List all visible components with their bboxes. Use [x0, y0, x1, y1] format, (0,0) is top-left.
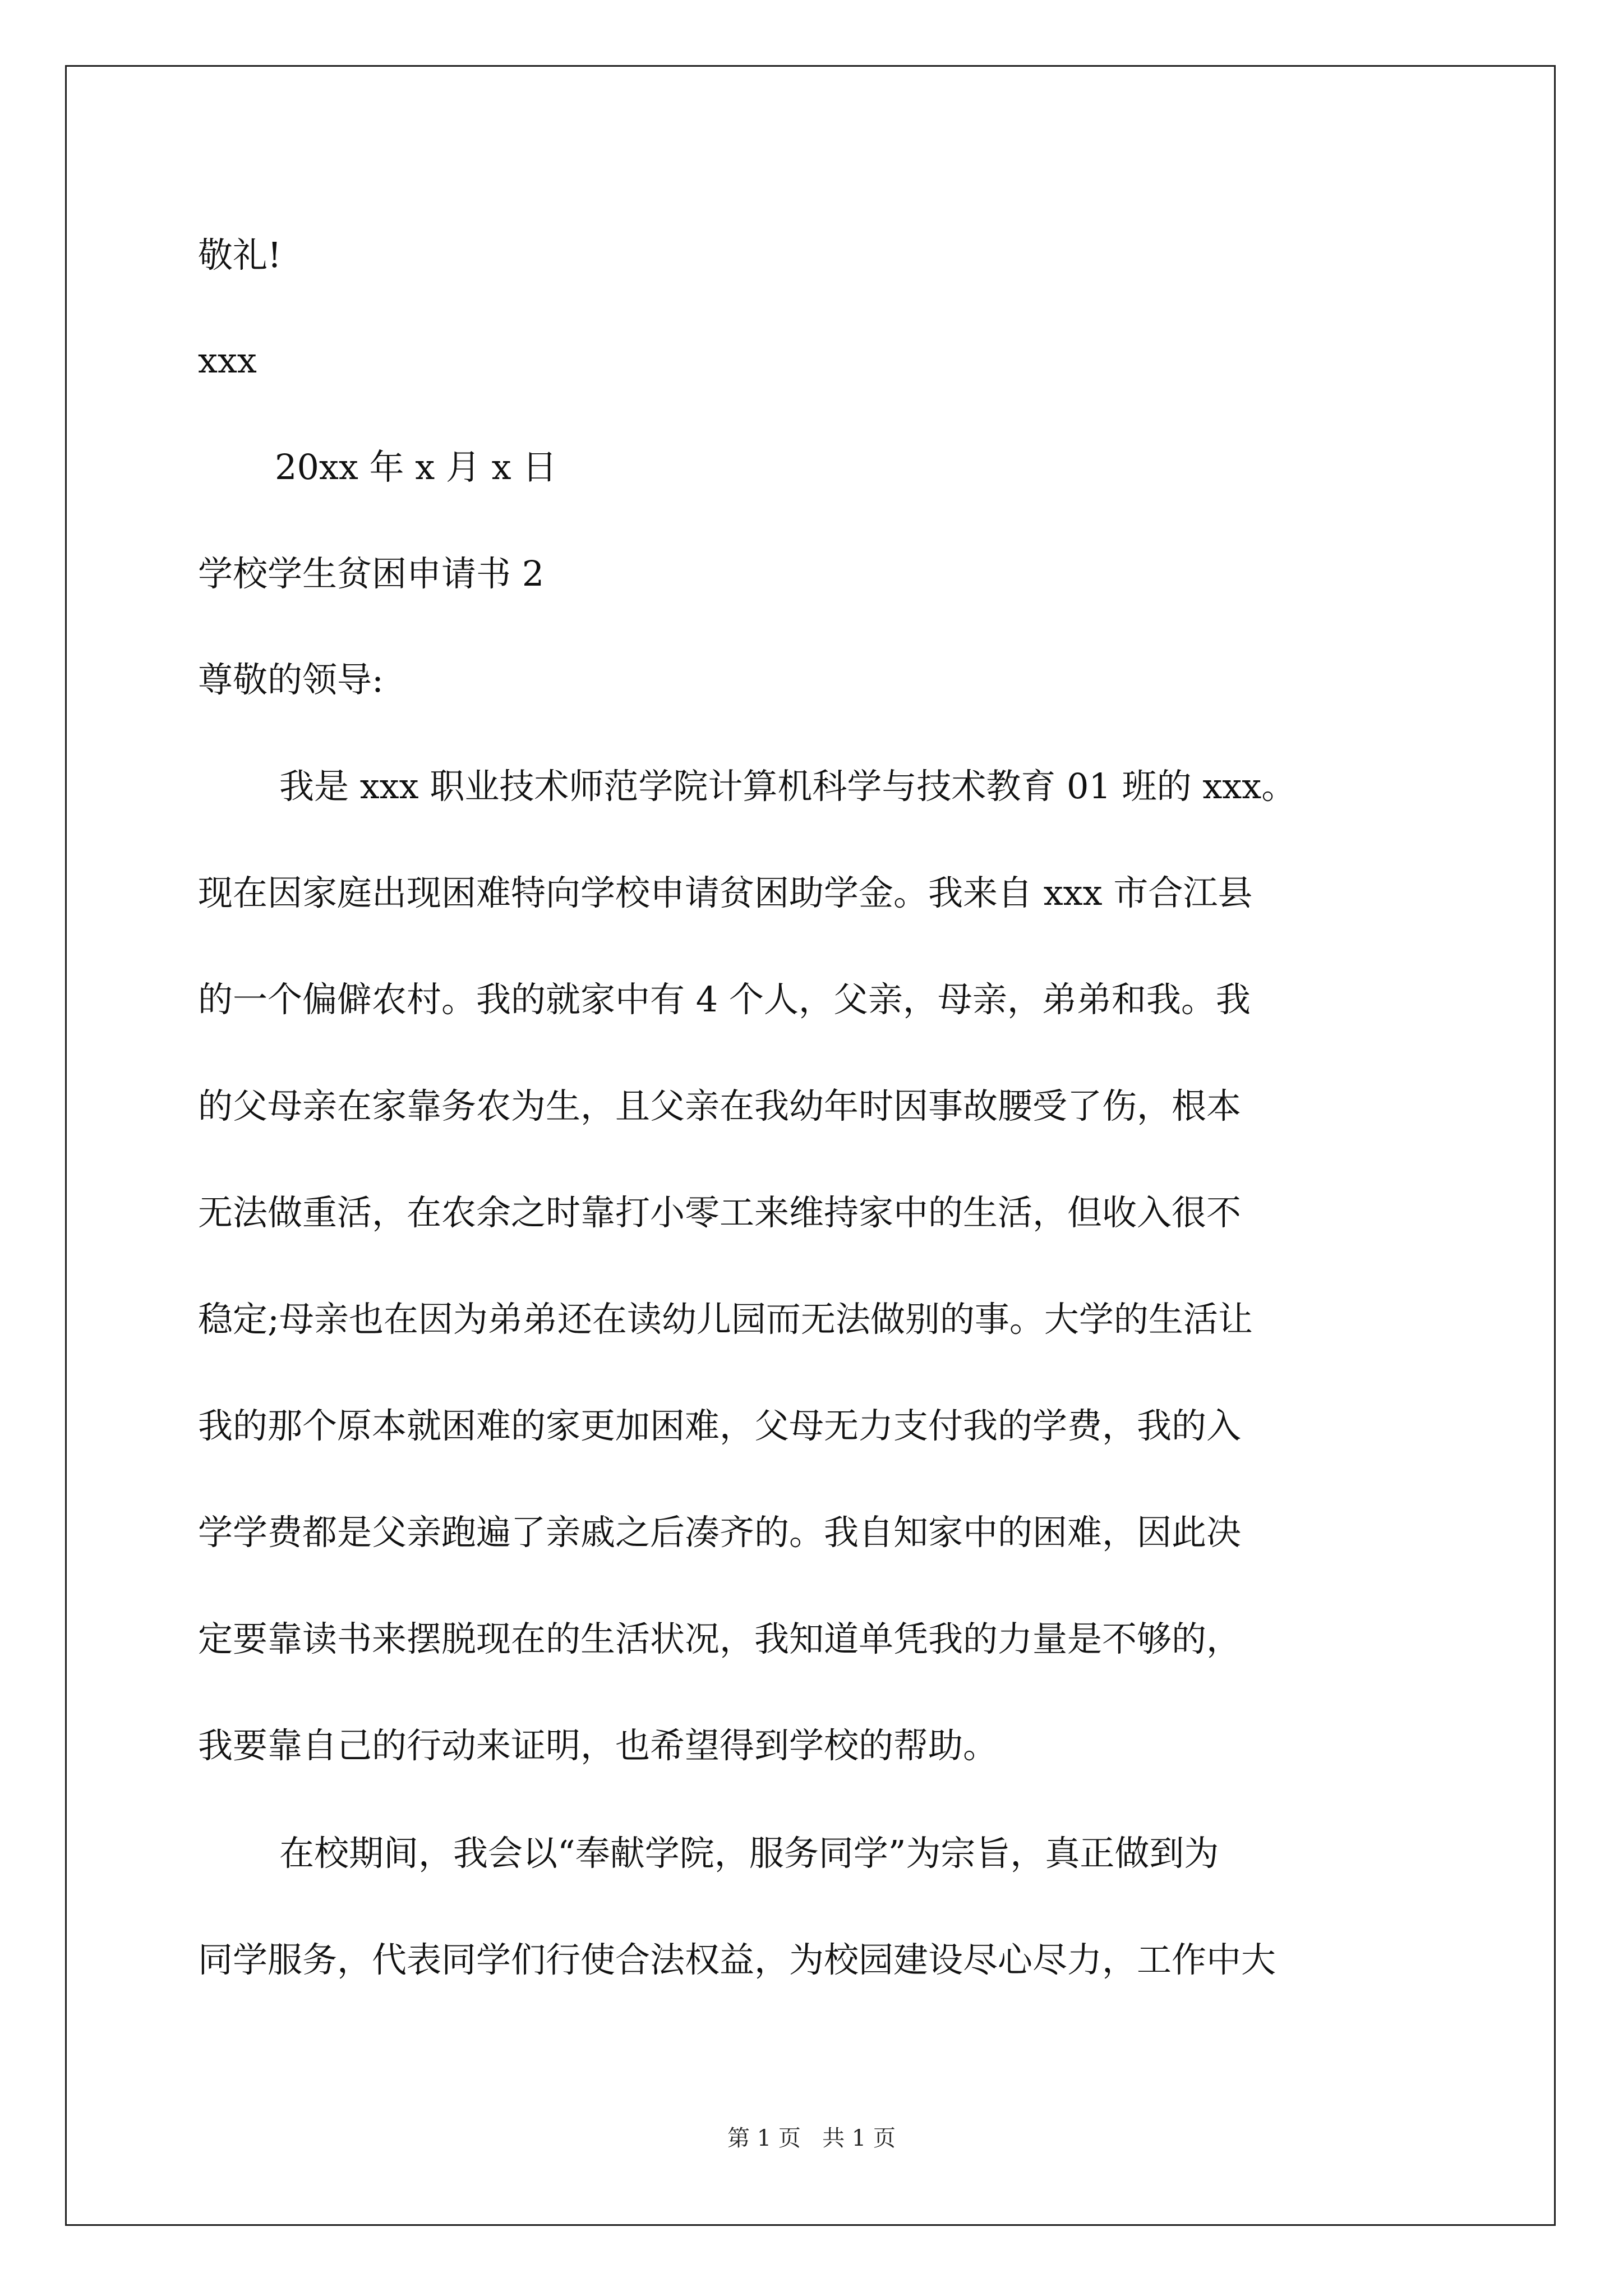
page-footer: 第 1 页 共 1 页	[727, 2125, 896, 2151]
paragraph-line: 同学服务，代表同学们行使合法权益，为校园建设尽心尽力，工作中大	[198, 1939, 1276, 1980]
paragraph-line: 稳定;母亲也在因为弟弟还在读幼儿园而无法做别的事。大学的生活让	[198, 1299, 1253, 1340]
paragraph-line: 我是 xxx 职业技术师范学院计算机科学与技术教育 01 班的 xxx。	[279, 766, 1297, 807]
paragraph-line: 的一个偏僻农村。我的就家中有 4 个人，父亲，母亲，弟弟和我。我	[198, 979, 1251, 1020]
greeting: 尊敬的领导:	[198, 659, 384, 700]
section-title: 学校学生贫困申请书 2	[198, 553, 545, 594]
signature: xxx	[198, 340, 257, 381]
paragraph-line: 定要靠读书来摆脱现在的生活状况，我知道单凭我的力量是不够的，	[198, 1618, 1242, 1659]
body-paragraph-1	[198, 733, 1454, 1799]
paragraph-line: 学学费都是父亲跑遍了亲戚之后凑齐的。我自知家中的困难，因此决	[198, 1512, 1242, 1553]
paragraph-line: 在校期间，我会以“奉献学院，服务同学”为宗旨，真正做到为	[279, 1833, 1219, 1874]
body-paragraph-2	[198, 1800, 1454, 2013]
closing-salutation: 敬礼!	[198, 234, 282, 275]
paragraph-line: 我的那个原本就困难的家更加困难，父母无力支付我的学费，我的入	[198, 1405, 1242, 1446]
paragraph-line: 我要靠自己的行动来证明，也希望得到学校的帮助。	[198, 1725, 998, 1766]
letter-date: 20xx 年 x 月 x 日	[275, 447, 557, 487]
paragraph-line: 无法做重活，在农余之时靠打小零工来维持家中的生活，但收入很不	[198, 1192, 1242, 1233]
paragraph-line: 的父母亲在家靠务农为生，且父亲在我幼年时因事故腰受了伤，根本	[198, 1085, 1242, 1126]
paragraph-line: 现在因家庭出现困难特向学校申请贫困助学金。我来自 xxx 市合江县	[198, 872, 1253, 913]
